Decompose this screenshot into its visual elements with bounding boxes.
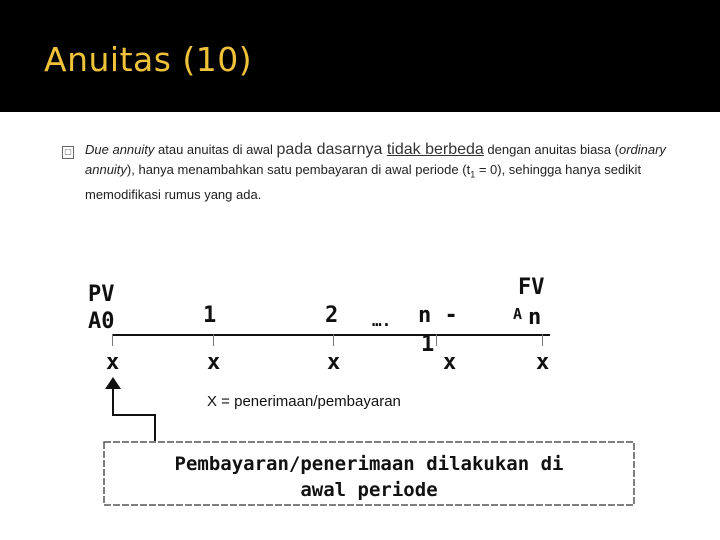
- tick-1: [213, 334, 214, 346]
- an-n-label: n: [528, 305, 542, 330]
- tick-n-1: [436, 334, 437, 346]
- timeline-axis: [112, 334, 550, 336]
- callout-line-1: Pembayaran/penerimaan dilakukan di: [174, 453, 564, 475]
- arrow-shaft-down: [154, 414, 156, 441]
- emphasis-text: pada dasarnya: [276, 141, 387, 158]
- underlined-text: tidak berbeda: [386, 141, 484, 158]
- legend-note: X = penerimaan/pembayaran: [207, 393, 401, 410]
- period-2-label: 2: [325, 303, 339, 328]
- callout-box: [103, 441, 635, 506]
- payment-x-2: x: [327, 350, 341, 375]
- payment-x-0: x: [106, 350, 120, 375]
- arrow-shaft-vertical: [112, 386, 114, 416]
- term-ordinary-annuity: ordinary annuity: [85, 142, 666, 177]
- period-1-label: 1: [203, 303, 217, 328]
- arrow-shaft-horizontal: [112, 414, 156, 416]
- term-due-annuity: Due annuity: [85, 142, 155, 157]
- callout-line-2: awal periode: [300, 479, 438, 501]
- payment-x-n-1: x: [443, 350, 457, 375]
- body-paragraph: Due annuity atau anuitas di awal pada dasarnya tidak berbeda dengan anuitas biasa (ordinary annuity), hanya menambahkan satu pembayaran di awal periode $(t_1 = 0)$, sehingga hanya sedikit memodifikasi rumus yang ada.: [85, 141, 666, 202]
- period-n-minus-1-label: 1: [421, 332, 435, 357]
- pv-label: PV: [88, 282, 115, 307]
- title-bar: [0, 0, 720, 112]
- tick-n: [542, 334, 543, 346]
- payment-x-n: x: [536, 350, 550, 375]
- ellipsis-label: ….: [372, 311, 392, 330]
- callout-border: [103, 441, 635, 506]
- slide-title: Anuitas (10): [44, 40, 253, 79]
- an-a-label: A: [513, 305, 523, 323]
- arrow-head-icon: [105, 377, 121, 389]
- payment-x-1: x: [207, 350, 221, 375]
- period-n-minus-label: n -: [418, 303, 458, 328]
- bullet-icon: □: [62, 146, 74, 159]
- tick-0: [112, 334, 113, 346]
- a0-label: A0: [88, 309, 115, 334]
- fv-label: FV: [518, 275, 545, 300]
- tick-2: [333, 334, 334, 346]
